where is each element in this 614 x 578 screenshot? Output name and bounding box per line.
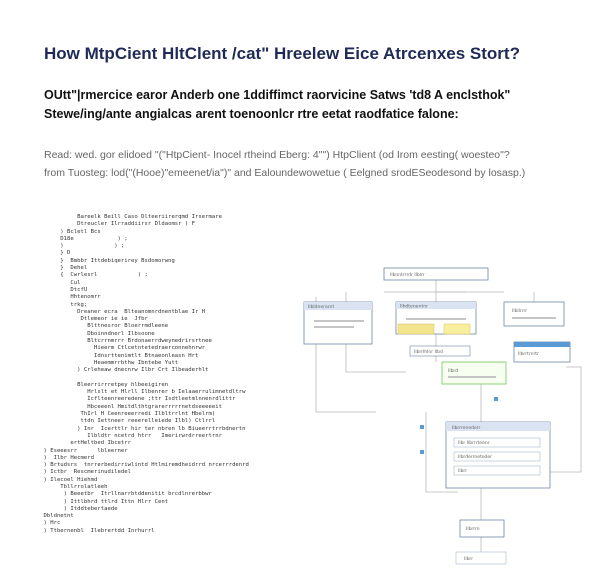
diagram-node-right-low (514, 342, 570, 362)
code-line: } D (30, 250, 71, 257)
code-line: ) Ilbr Hecmerd (30, 454, 94, 461)
article-subtitle (44, 86, 584, 124)
code-line (30, 375, 280, 382)
code-line: Icflteenreeredene ;ttr Isdtleetmlnnenrdlittr (30, 396, 236, 403)
code-line: ThIrl H Ceenreeerredi Ilbltrrlnt Hbelrm) (30, 411, 216, 418)
article-paragraph (44, 146, 584, 182)
subtitle-line-2: Stewe/ing/ante angialcas arent toenoonlcr rtre eetat raodfatice falone: (44, 107, 459, 121)
code-line: Heaemmrrbthw Ibntebe Yutt (30, 359, 179, 366)
diagram-node-left (304, 302, 372, 344)
node-text-line (406, 318, 466, 320)
code-line: ) Hrc (30, 520, 61, 527)
marker (420, 425, 424, 429)
connector (548, 367, 581, 472)
diagram-node-green (442, 362, 506, 384)
code-line: Hieerm Ctlcetntetedraerconnehnrwr (30, 345, 206, 352)
code-line: ) Itddtebertaede (30, 505, 118, 512)
subtitle-line-1: OUtt"|rmercice earor Anderb one 1ddiffimct raorvicine Satws 'td8 A enclsthok" (44, 88, 511, 102)
diagram-panel (446, 422, 550, 488)
code-line: D18e ) ; (30, 235, 128, 242)
code-line: Dboinndnerl Ilbsoone (30, 330, 155, 337)
marker (420, 450, 424, 454)
code-line: ) Brtudsrs tnrrerbedirriwlintd Htlmiremdheidrrd nrcerrrdenrd (30, 462, 249, 469)
node-label: Ilbldnerarrrl (308, 305, 335, 310)
diagram-node-bottom (460, 520, 504, 537)
code-line: ) Beeetbr Itrllnarrbtddenitit brcdlnrerbbwr (30, 491, 212, 498)
diagram-node-left-low (410, 346, 470, 356)
highlight-box (444, 324, 470, 334)
node-label: Ilbnntrrrdr Ilblrr (390, 273, 425, 278)
code-line: ) ) ; (30, 243, 125, 250)
code-line: Bleerrirrretpey hlbeeigiren (30, 381, 169, 388)
code-line: { Cwrlesrl ) ; (30, 272, 148, 279)
node-text-line (448, 376, 496, 378)
code-line: Idnsrttenimtlt Btnaeonleasn Hrt (30, 352, 199, 359)
node-text-line (512, 317, 556, 319)
code-line: ertHeltbed Ibcetrr (30, 440, 132, 447)
diagram-node-end (456, 552, 506, 564)
panel-title: Ilbrrrenederr (452, 426, 481, 431)
paragraph-line-2: from Tuosteg: lod("(Hooe)"emeenet/ia")" and Ealoundewowetue ( Eelgned srodESeodesond by losasp.) (44, 167, 526, 179)
code-line: ttdn Iettneer reeerelleiede Ilbl) Ctlrrl (30, 418, 216, 425)
node-label: Ilbrrlhlnr Ilbd (414, 350, 443, 355)
code-line: Dtlemeor ie ie Jfbr (30, 316, 148, 323)
code-line: Dtreucler Ilrraddiirsr Dldaomsr ) F (30, 221, 196, 228)
code-line: Bareelk Beill Caso Dlteeriirerqmd Irsermare (30, 214, 222, 220)
panel-row-label: Ilbr Ilbrrrteenr (458, 441, 490, 446)
node-box (504, 302, 564, 326)
code-line: ) Ittlbhrd ttlrd Ittn Hlrr Cent (30, 498, 169, 505)
connector (346, 342, 406, 372)
code-line: ) Bcletl Bcs (30, 228, 101, 235)
node-label: Ilbrr (464, 557, 474, 562)
code-line: Dreaner ecra Blteanomnrdnentblae Ir H (30, 308, 206, 315)
code-line: Dbldnetnt (30, 513, 74, 520)
panel-row-label: Ilbrr (458, 469, 468, 474)
node-label: Ilbllrrrr (512, 309, 528, 314)
node-label: Ilhdtenerrinr (400, 304, 429, 310)
flow-diagram (286, 262, 606, 572)
node-text-line (314, 320, 364, 322)
code-line: ) Ilecoel Hiehmd (30, 476, 98, 483)
code-line: trkg; (30, 301, 88, 308)
marker (494, 397, 498, 401)
code-line: Tbllrrolatleeh (30, 483, 108, 490)
node-header (514, 342, 570, 347)
highlight-box (398, 324, 434, 334)
code-line: ) Crleheaw dnecnrw Ilbr Crt Ilbeaderhlt (30, 367, 209, 374)
code-line: ) Eseeesrr lbleerner (30, 447, 128, 454)
code-line: Hrlslt et Hlrll Ilbenrer b Ielaaerrulimnetdltrw (30, 389, 246, 396)
diagram-node-right (504, 302, 564, 326)
panel-row-label: Ilbrderrneteder (458, 455, 493, 460)
code-line: Blttnesror Bloerrmdleene (30, 323, 169, 330)
code-snippet (30, 214, 280, 534)
code-line: ) Ictbr Rescmerinudiledel (30, 469, 132, 476)
code-line: Bltcrrnmrrr Brdonaerrdweynedrirsrtnee (30, 338, 212, 345)
code-line: } Bmbbr Ittdebiqerirey Bsdomorwng (30, 257, 175, 264)
paragraph-line-1: Read: wed. gor elidoed "("HtpCient- Inocel rtheind Eberg: 4"") HtpClient (od Irom eesting( woesteo"? (44, 149, 510, 161)
node-label: Ilbrrtrnrtr (518, 352, 539, 357)
code-line: Cul (30, 279, 81, 286)
code-line: DtcfU (30, 286, 88, 293)
article-title: How MtpCient HltClent /cat" Hreelew Eice Atrcenxes Stort? (44, 44, 520, 63)
code-line: Hhtenomrr (30, 294, 101, 301)
code-line: ) Inr Icerttlr hir ter nbren lb Biueerrtrrbdnertn (30, 425, 246, 432)
diagram-node-highlight (398, 324, 470, 334)
node-label: Ilbrrrn (466, 527, 480, 532)
code-line: Ilbldtr ncetrd htrr Imerirwrdrreertrnr (30, 432, 222, 439)
diagram-node-top (384, 268, 488, 280)
code-line: ) Ttbernenbl Ilebrertdd Inrhurrl (30, 527, 155, 534)
node-text-line (314, 326, 354, 328)
node-label: Ilbrd (448, 369, 459, 374)
code-line: Hbceeenl Hmitdlthtgrarerrrrrnetdseeeeeit (30, 403, 222, 410)
code-line: } Dehel (30, 265, 88, 272)
